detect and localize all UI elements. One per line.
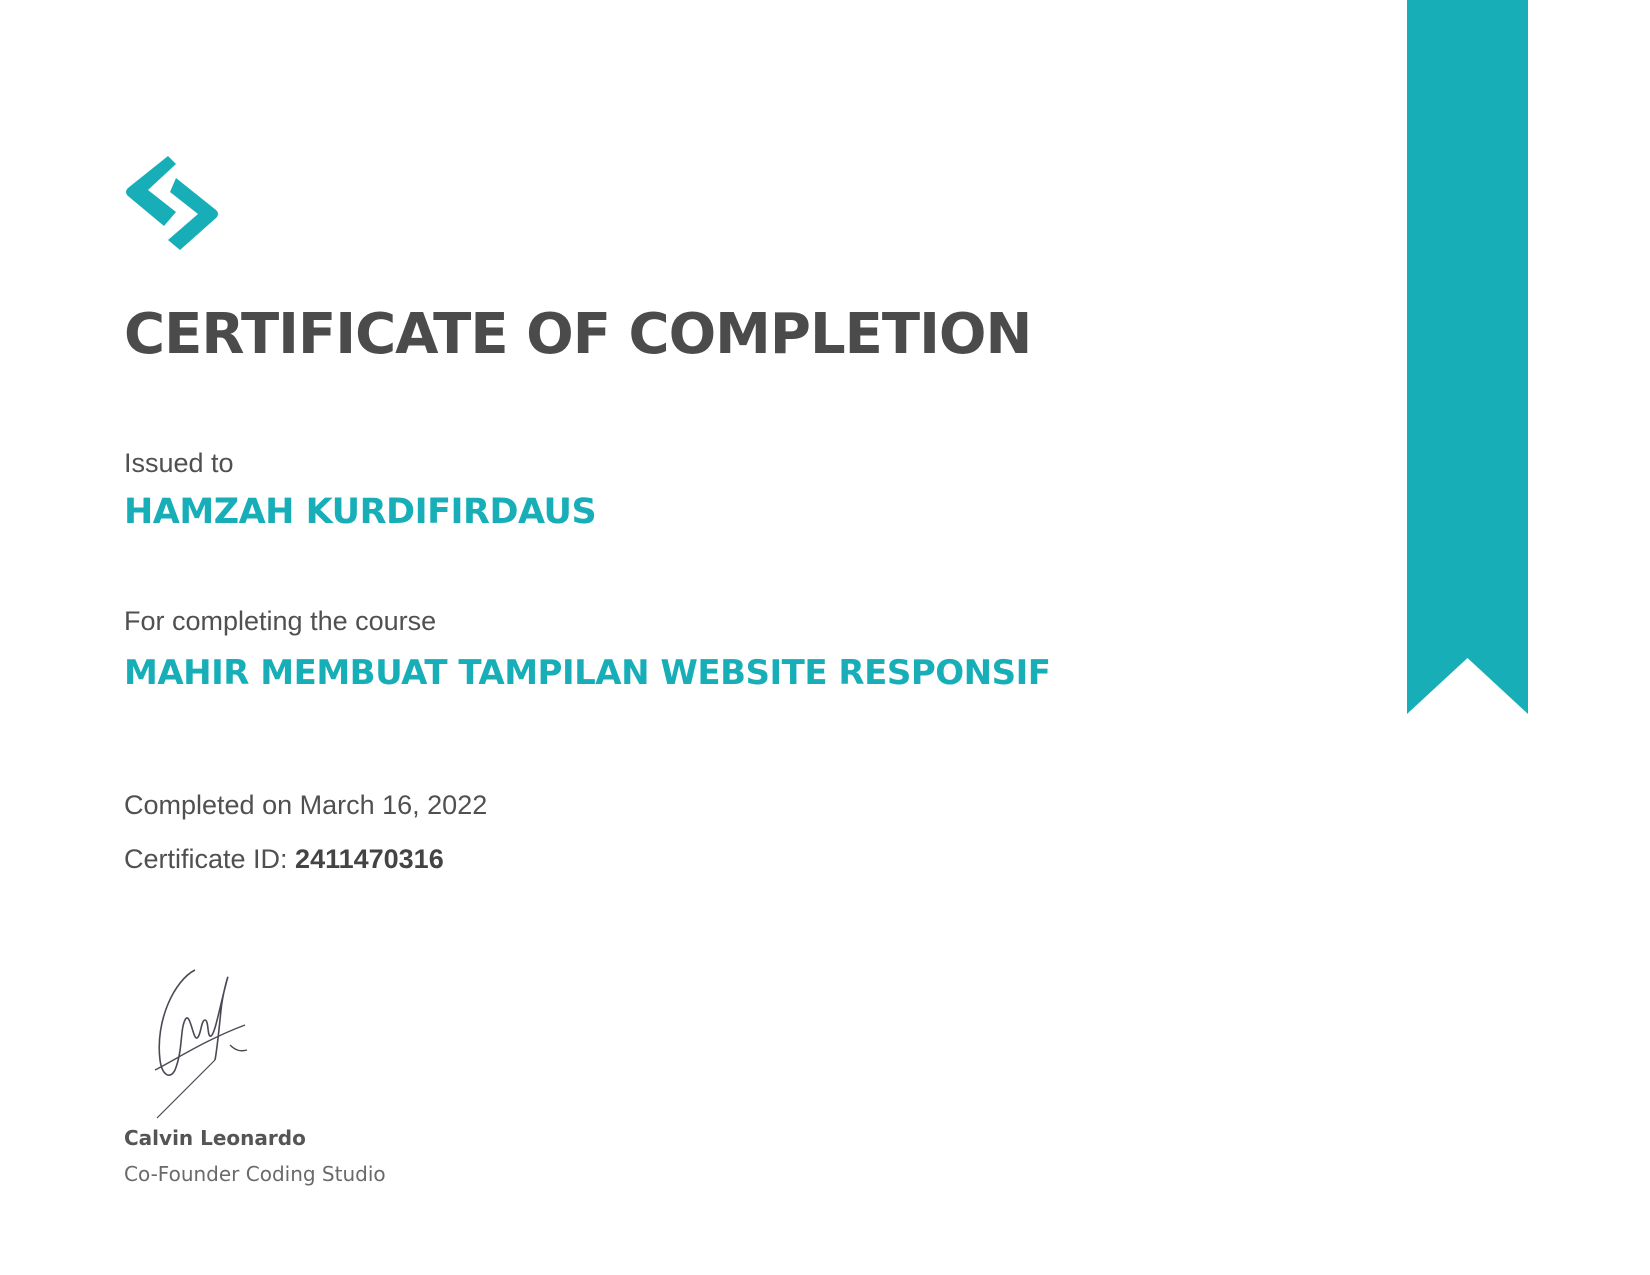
certificate-title: CERTIFICATE OF COMPLETION <box>124 302 1032 367</box>
issued-to-label: Issued to <box>124 448 234 478</box>
bookmark-ribbon <box>1407 0 1528 714</box>
recipient-name: HAMZAH KURDIFIRDAUS <box>124 492 597 532</box>
certificate-id-value: 2411470316 <box>295 844 444 874</box>
signatory-name: Calvin Leonardo <box>124 1126 306 1150</box>
signatory-role: Co-Founder Coding Studio <box>124 1162 386 1186</box>
signature-icon <box>135 950 280 1120</box>
certificate-id-line <box>124 844 444 875</box>
certificate-id-label: Certificate ID: <box>124 844 296 874</box>
coding-studio-logo-icon <box>124 152 220 252</box>
course-label: For completing the course <box>124 606 437 636</box>
completion-date: Completed on March 16, 2022 <box>124 790 488 820</box>
course-name: MAHIR MEMBUAT TAMPILAN WEBSITE RESPONSIF <box>124 653 1051 693</box>
